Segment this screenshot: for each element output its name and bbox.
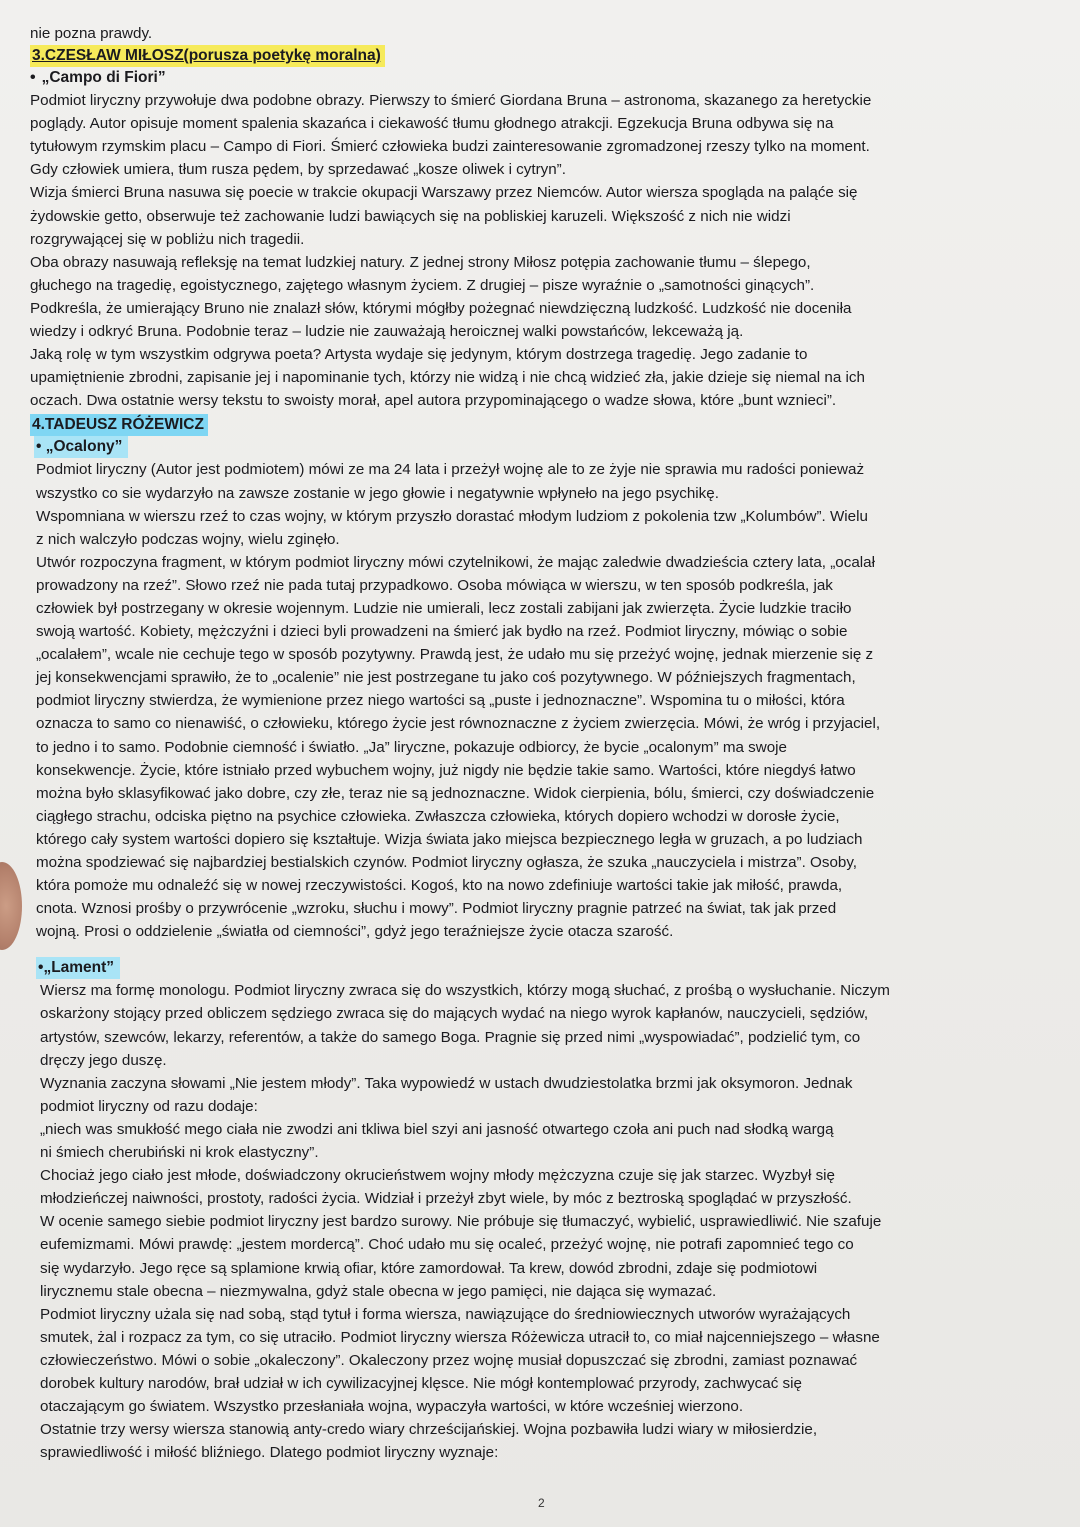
text-line: Gdy człowiek umiera, tłum rusza pędem, by sprzedawać „kosze oliwek i cytryn”. bbox=[30, 161, 566, 179]
bullet-icon: • bbox=[30, 69, 36, 87]
poem-title-row bbox=[30, 957, 1040, 979]
poem-analysis-lament bbox=[30, 979, 1040, 1464]
text-line: „niech was smukłość mego ciała nie zwodzi ani tkliwa biel szyi ani jasność otwartego czoła ani puch nad słodką wargą bbox=[40, 1120, 834, 1138]
text-line: Wiersz ma formę monologu. Podmiot liryczny zwraca się do wszystkich, którzy mogą słuchać, z prośbą o wysłuchanie. Niczym bbox=[40, 982, 890, 1000]
text-line: eufemizmami. Mówi prawdę: „jestem mordercą”. Choć udało mu się ocaleć, przeżyć wojnę, nie potrafi zapomnieć tego co bbox=[40, 1236, 854, 1254]
section-rozewicz bbox=[30, 414, 1040, 1464]
page-number: 2 bbox=[538, 1496, 545, 1510]
text-line: otaczającym go światem. Wszystko przesłaniała wojna, wypaczyła wartości, w które wcześniej wierzono. bbox=[40, 1398, 744, 1416]
text-line: podmiot liryczny stwierdza, że wymienione przez niego wartości są „puste i jednoznaczne”. Wspomina tu o miłości, która bbox=[36, 692, 845, 710]
text-line: swoją wartość. Kobiety, mężczyźni i dzieci byli prowadzeni na śmierć jak bydło na rzeź. Podmiot liryczny, mówiąc o sobie bbox=[36, 623, 848, 641]
poem-analysis-ocalony bbox=[30, 458, 1040, 943]
finger-shadow bbox=[0, 862, 22, 950]
poem-analysis-campo-di-fiori bbox=[30, 89, 1040, 412]
text-line: głuchego na tragedię, egoistycznego, zajętego własnym życiem. Z drugiej – pisze wyraźnie o „samotności ginących”. bbox=[30, 276, 815, 294]
text-line: cnota. Wznosi prośby o przywrócenie „wzroku, słuchu i mowy”. Podmiot liryczny pragnie patrzeć na świat, tak jak przed bbox=[36, 900, 837, 918]
text-line: dręczy jego duszę. bbox=[40, 1051, 167, 1069]
poem-title-campo-di-fiori: „Campo di Fiori” bbox=[41, 69, 166, 87]
text-line: upamiętnienie zbrodni, zapisanie jej i napominanie tych, którzy nie widzą i nie chcą widzieć zła, jakie dzieje się niemal na ich bbox=[30, 369, 865, 387]
text-line: poglądy. Autor opisuje moment spalenia skazańca i ciekawość tłumu głodnego atrakcji. Egzekucja Bruna odbywa się na bbox=[30, 115, 834, 133]
intro-line: nie pozna prawdy. bbox=[30, 25, 153, 42]
text-line: Utwór rozpoczyna fragment, w którym podmiot liryczny mówi czytelnikowi, że mając zaledwie dwadzieścia cztery lata, „ocalał bbox=[36, 553, 875, 571]
text-line: smutek, żal i rozpacz za tym, co się utraciło. Podmiot liryczny wiersza Różewicza utracił to, co miał najcenniejszego – własne bbox=[40, 1328, 880, 1346]
text-line: Podmiot liryczny przywołuje dwa podobne obrazy. Pierwszy to śmierć Giordana Bruna – astronoma, skazanego za heretyckie bbox=[30, 92, 872, 110]
text-line: ni śmiech cherubiński ni krok elastyczny”. bbox=[40, 1144, 319, 1162]
poem-title-row bbox=[30, 436, 1040, 458]
text-line: która pomoże mu odnaleźć się w nowej rzeczywistości. Kogoś, kto na nowo zdefiniuje wartości takie jak miłość, prawda, bbox=[36, 877, 843, 895]
text-line: Chociaż jego ciało jest młode, doświadczony okrucieństwem wojny młody mężczyzna czuje się jak starzec. Wyzbył się bbox=[40, 1167, 835, 1185]
text-line: oczach. Dwa ostatnie wersy tekstu to swoisty morał, apel autora przypominającego o wadze słowa, które „bunt wznieci”. bbox=[30, 392, 837, 410]
text-line: tytułowym rzymskim placu – Campo di Fiori. Śmierć człowieka budzi zainteresowanie zgromadzonej rzeszy tylko na moment. bbox=[30, 138, 870, 156]
text-line: oskarżony stojący przed obliczem sędziego zwraca się do mających wydać na niego wyrok kapłanów, nauczycieli, sędziów, bbox=[40, 1005, 869, 1023]
text-line: Jaką rolę w tym wszystkim odgrywa poeta? Artysta wydaje się jedynym, którym dostrzega tragedię. Jego zadanie to bbox=[30, 346, 808, 364]
text-line: się wydarzyło. Jego ręce są splamione krwią ofiar, które zamordował. Ta krew, dowód zbrodni, zdaje się podmiotowi bbox=[40, 1259, 818, 1277]
poem-title-ocalony bbox=[34, 436, 128, 458]
bullet-icon: • bbox=[38, 959, 44, 977]
text-line: prowadzony na rzeź”. Słowo rzeź nie pada tutaj przypadkowo. Osoba mówiąca w wierszu, w ten sposób podkreśla, jak bbox=[36, 576, 833, 594]
poem-title-row bbox=[30, 67, 1040, 89]
text-line: człowiek był postrzegany w okresie wojennym. Ludzie nie umierali, lecz zostali zabijani jak zwierzęta. Życie ludzkie traciło bbox=[36, 599, 852, 617]
text-line: wojną. Prosi o oddzielenie „światła od ciemności”, gdyż jego teraźniejsze życie otacza szarość. bbox=[36, 923, 674, 941]
text-line: konsekwencje. Życie, które istniało przed wybuchem wojny, już nigdy nie będzie takie samo. Wartości, które niegdyś łatwo bbox=[36, 761, 856, 779]
text-line: można spodziewać się najbardziej bestialskich czynów. Podmiot liryczny ogłasza, że szuka „nauczyciela i mistrza”. Osoby, bbox=[36, 854, 858, 871]
spacer bbox=[30, 943, 1040, 957]
text-line: można było sklasyfikować jako dobre, czy złe, teraz nie są jednoznaczne. Widok cierpienia, bólu, śmierci, czy doświadczenie bbox=[36, 784, 875, 802]
text-line: Wizja śmierci Bruna nasuwa się poecie w trakcie okupacji Warszawy przez Niemców. Autor wiersza spogląda na paląće się bbox=[30, 184, 858, 202]
text-line: żydowskie getto, obserwuje też zachowanie ludzi bawiących się na pobliskiej karuzeli. Większość z nich nie widzi bbox=[30, 207, 791, 225]
text-line: ciągłego strachu, odciska piętno na psychice człowieka. Zwłaszcza człowieka, których dopiero wchodzi w dorosłe życie, bbox=[36, 807, 840, 825]
bullet-icon: • bbox=[36, 438, 42, 456]
text-line: sprawiedliwość i miłość bliźniego. Dlatego podmiot liryczny wyznaje: bbox=[40, 1444, 499, 1462]
section-milosz bbox=[30, 45, 1040, 412]
poem-title-lament-text: „Lament” bbox=[43, 959, 115, 977]
text-line: Podkreśla, że umierający Bruno nie znalazł słów, którymi mógłby pożegnać niewdzięczną ludzkość. Ludzkość nie doceniła bbox=[30, 299, 852, 317]
text-line: wiedzy i odkryć Bruna. Podobnie teraz – ludzie nie zauważają heroicznej walki powstańców, lekceważą ją. bbox=[30, 323, 744, 341]
poem-title-lament bbox=[36, 957, 120, 979]
text-line: Wyznania zaczyna słowami „Nie jestem młody”. Taka wypowiedź w ustach dwudziestolatka brzmi jak oksymoron. Jednak bbox=[40, 1074, 853, 1092]
section-heading-milosz: 3.CZESŁAW MIŁOSZ(porusza poetykę moralna) bbox=[30, 45, 385, 67]
text-line: W ocenie samego siebie podmiot liryczny jest bardzo surowy. Nie próbuje się tłumaczyć, wybielić, usprawiedliwić. Nie szafuje bbox=[40, 1213, 882, 1231]
text-line: Podmiot liryczny (Autor jest podmiotem) mówi ze ma 24 lata i przeżył wojnę ale to ze żyje nie sprawia mu radości ponieważ bbox=[36, 461, 865, 479]
text-line: podmiot liryczny od razu dodaje: bbox=[40, 1097, 258, 1115]
section-heading-rozewicz: 4.TADEUSZ RÓŻEWICZ bbox=[30, 414, 208, 436]
text-line: dorobek kultury narodów, brał udział w ich cywilizacyjnej klęsce. Nie mógł kontemplować przyrody, zachwycać się bbox=[40, 1374, 802, 1392]
poem-title-ocalony-text: „Ocalony” bbox=[45, 438, 123, 456]
text-line: młodzieńczej naiwności, prostoty, radości życia. Widział i przeżył zbyt wiele, by móc z beztroską spoglądać w przyszłość. bbox=[40, 1190, 852, 1208]
text-line: z nich walczyło podczas wojny, wielu zginęło. bbox=[36, 530, 340, 548]
text-line: wszystko co sie wydarzyło na zawsze zostanie w jego głowie i negatywnie wpłyneło na jego psychikę. bbox=[36, 484, 719, 502]
text-line: rozgrywającej się w pobliżu nich tragedii. bbox=[30, 230, 305, 248]
text-line: którego cały system wartości dopiero się kształtuje. Wizja świata jako miejsca bezpiecznego legła w gruzach, a po ludziach bbox=[36, 830, 863, 848]
text-line: lirycznemu stale obecna – niezmywalna, gdyż stale obecna w jego pamięci, nie dająca się wymazać. bbox=[40, 1282, 717, 1300]
text-line: oznacza to samo co nienawiść, o człowieku, którego życie jest równoznaczne z życiem zwierzęcia. Mówi, że wróg i przyjaciel, bbox=[36, 715, 881, 733]
text-line: „ocalałem”, wcale nie cechuje tego w sposób pozytywny. Prawdą jest, że udało mu się przeżyć wojnę, jednak mierzenie się z bbox=[36, 646, 874, 664]
text-line: Oba obrazy nasuwają refleksję na temat ludzkiej natury. Z jednej strony Miłosz potępia zachowanie tłumu – ślepego, bbox=[30, 253, 811, 271]
text-line: jej konsekwencjami sprawiło, że to „ocalenie” nie jest postrzegane tu jako coś pozytywnego. W późniejszych fragmentach, bbox=[36, 669, 856, 687]
text-line: Ostatnie trzy wersy wiersza stanowią anty-credo wiary chrześcijańskiej. Wojna pozbawiła ludzi wiary w miłosierdzie, bbox=[40, 1421, 818, 1439]
text-line: artystów, szewców, lekarzy, referentów, a także do samego Boga. Pragnie się przed nimi „wyspowiadać”, podzielić tym, co bbox=[40, 1028, 861, 1046]
text-line: to jedno i to samo. Podobnie ciemność i światło. „Ja” liryczne, pokazuje odbiorcy, że bycie „ocalonym” ma swoje bbox=[36, 738, 787, 756]
text-line: Podmiot liryczny użala się nad sobą, stąd tytuł i forma wiersza, nawiązujące do średniowiecznych utworów wyrażających bbox=[40, 1305, 851, 1323]
text-line: człowieczeństwo. Mówi o sobie „okaleczony”. Okaleczony przez wojnę musiał dopuszczać się zbrodni, zamiast poznawać bbox=[40, 1351, 858, 1369]
text-line: Wspomniana w wierszu rzeź to czas wojny, w którym przyszło dorastać młodym ludziom z pokolenia tzw „Kolumbów”. Wielu bbox=[36, 507, 868, 525]
